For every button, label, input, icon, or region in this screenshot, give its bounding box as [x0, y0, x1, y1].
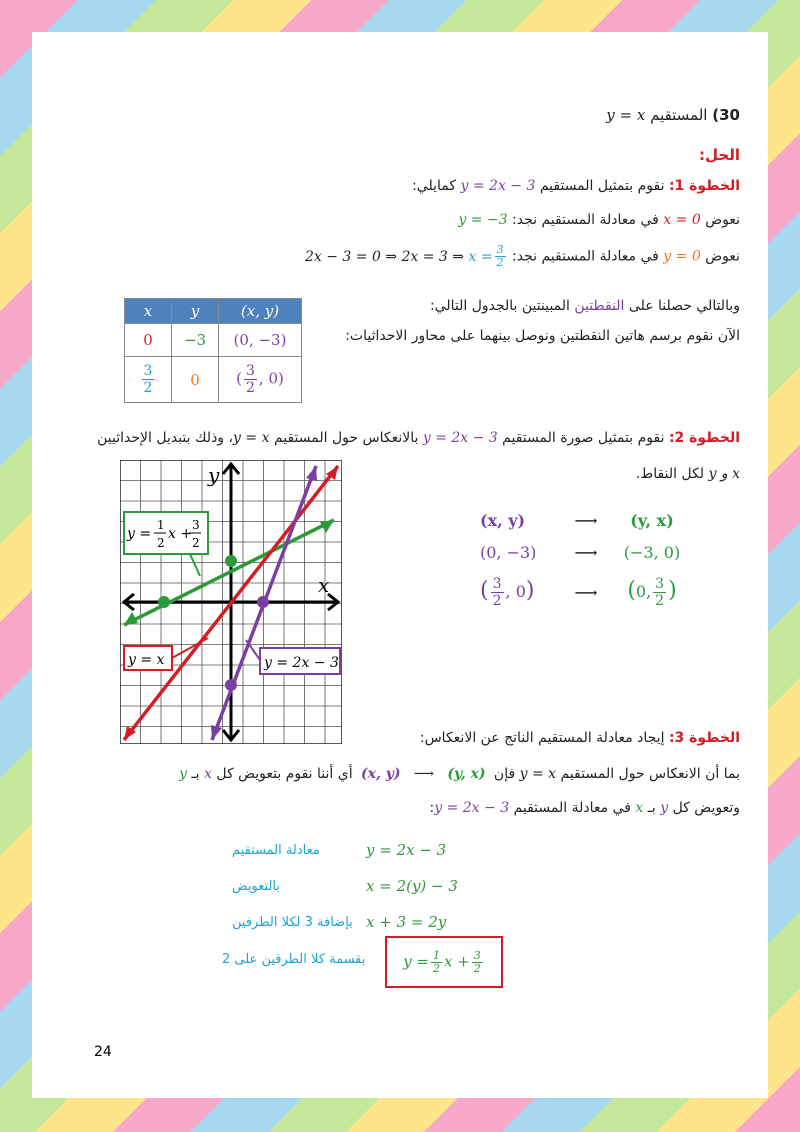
s3-l1-c: أي أننا نقوم بتعويض كل	[216, 766, 353, 782]
step1-text: نقوم بتمثيل المستقيم	[539, 178, 665, 194]
paren-open: (	[236, 369, 242, 388]
step2-heading	[97, 430, 740, 446]
table-row	[125, 324, 302, 357]
cell: 0	[125, 324, 172, 357]
header-xy: (x, y)	[219, 299, 302, 324]
line-b-mid: في معادلة المستقيم نجد:	[512, 248, 659, 265]
frac-den: 2	[143, 380, 153, 396]
label-green-b: x +	[168, 526, 193, 542]
step1-heading	[412, 178, 740, 194]
point-purple-2	[225, 679, 237, 691]
s3-l2-b: بـ	[647, 800, 656, 816]
cell: (0, −3)	[219, 324, 302, 357]
header-x: x	[125, 299, 172, 324]
point-green-1	[158, 596, 170, 608]
points-word: النقطتين	[574, 298, 625, 314]
step3-line2	[430, 800, 741, 816]
s3-l1-d: بـ	[191, 766, 200, 782]
problem-text: المستقيم	[650, 106, 708, 124]
frac-num: 3	[192, 518, 200, 532]
map-to: (−3, 0)	[623, 542, 681, 562]
step3-label: الخطوة 3:	[668, 730, 740, 746]
label-purple	[246, 640, 340, 674]
points-post: المبينتين بالجدول التالي:	[429, 298, 570, 314]
frac-num: 3	[473, 948, 481, 962]
label-green	[124, 512, 208, 576]
map-row	[480, 568, 692, 616]
line-b-x: x =	[468, 248, 493, 265]
step2-mid: بالانعكاس حول المستقيم	[273, 430, 419, 446]
line-b-prefix: نعوض	[705, 248, 740, 265]
s3-l1-y: y	[179, 766, 188, 782]
reflection-graph	[120, 460, 342, 744]
final-note: بقسمة كلا الطرفين على 2	[222, 952, 366, 967]
step1-line-a	[458, 212, 740, 228]
s3-l2-y: y	[660, 800, 669, 816]
x-axis-label: x	[318, 573, 330, 597]
frac-num: 1	[157, 518, 165, 532]
frac-num: 3	[496, 243, 504, 256]
table-header-row	[125, 299, 302, 324]
s3-l2-c: في معادلة المستقيم	[513, 800, 631, 816]
s3-l1-eq: y = x	[519, 766, 557, 782]
map-to-head: 0,	[635, 581, 652, 601]
line-b-calc-text: 2x − 3 = 0 ⇒ 2x = 3 ⇒	[304, 248, 465, 265]
final-answer-box	[385, 936, 503, 988]
arrow-purple-top	[306, 466, 317, 481]
map-to: (y, x)	[630, 510, 674, 530]
map-arrow: ⟶	[574, 510, 598, 530]
problem-number: 30)	[712, 106, 740, 124]
points-table	[124, 298, 302, 403]
header-y: y	[172, 299, 219, 324]
s3-l1-x: x	[204, 766, 212, 782]
step2-line2-text: لكل النقاط.	[635, 466, 705, 482]
line-b-frac	[495, 244, 506, 269]
points-pre: وبالتالي حصلنا على	[628, 298, 740, 314]
final-frac-1	[431, 950, 442, 975]
derivation	[232, 832, 512, 940]
line-a-mid: في معادلة المستقيم نجد:	[512, 212, 659, 228]
s3-l1-xy: (x, y)	[361, 766, 401, 782]
map-arrow: ⟶	[574, 582, 598, 602]
arrow-purple-bottom	[211, 725, 222, 740]
table-row	[125, 357, 302, 403]
solution-label: الحل:	[699, 146, 740, 164]
line-b-sub: y = 0	[663, 248, 701, 265]
page	[32, 32, 768, 1098]
frac-num: 3	[655, 575, 665, 592]
mapping	[480, 504, 692, 616]
step3-heading	[420, 730, 740, 746]
frac-num: 3	[492, 575, 502, 592]
map-frac	[653, 576, 666, 609]
step2-text: نقوم بتمثيل صورة المستقيم	[502, 430, 665, 446]
frac-den: 2	[192, 536, 200, 550]
final-frac-2	[472, 950, 483, 975]
frac-num: 3	[246, 363, 255, 379]
frac-den: 2	[246, 380, 255, 396]
paren-close: , 0)	[258, 369, 284, 388]
derivation-row	[232, 904, 512, 940]
step2-equation: y = 2x − 3	[422, 430, 498, 446]
step1-tail: كمايلي:	[412, 178, 457, 194]
label-purple-text: y = 2x − 3	[264, 655, 339, 671]
frac-den: 2	[157, 536, 165, 550]
s3-l2-eq: y = 2x − 3	[434, 800, 510, 816]
cell-frac	[142, 363, 155, 396]
y-axis-label: y	[208, 463, 220, 487]
point-purple-1	[257, 596, 269, 608]
frac-num: 1	[433, 948, 440, 962]
cell	[125, 357, 172, 403]
derivation-row	[232, 832, 512, 868]
row-eq: x + 3 = 2y	[366, 913, 447, 931]
map-from-tail: , 0	[505, 581, 526, 601]
frac-den: 2	[496, 256, 504, 269]
row-note: بإضافة 3 لكلا الطرفين	[232, 914, 353, 930]
map-row	[480, 504, 692, 536]
s3-l2-x: x	[635, 800, 644, 816]
s3-l1-b: فإن	[493, 766, 516, 782]
line-b-calc	[304, 243, 508, 269]
line-a-sub: x = 0	[663, 212, 701, 228]
map-from: ( $\frac{3}{2}$ , 0)	[480, 575, 535, 609]
map-row	[480, 536, 692, 568]
cell	[219, 357, 302, 403]
label-red-text: y = x	[128, 652, 165, 668]
s3-l1-a: بما أن الانعكاس حول المستقيم	[560, 766, 740, 782]
final-b: x +	[444, 952, 470, 970]
final-a: y =	[403, 952, 429, 970]
step1-line-b	[305, 244, 740, 269]
frac-den: 2	[492, 592, 502, 609]
map-from: (x, y)	[480, 510, 526, 530]
problem-equation: y = x	[606, 106, 646, 124]
step2-line2	[636, 466, 740, 482]
row-note: معادلة المستقيم	[232, 842, 320, 858]
map-arrow: ⟶	[574, 542, 598, 562]
line-a-result: y = −3	[458, 212, 508, 228]
s3-l1-map	[361, 766, 485, 782]
points-table-wrap	[124, 298, 302, 403]
s3-l1-arrow: ⟶	[413, 766, 434, 782]
step3-text: إيجاد معادلة المستقيم الناتج عن الانعكاس:	[419, 730, 665, 746]
row-note: بالتعويض	[232, 878, 280, 894]
row-eq: y = 2x − 3	[366, 841, 447, 859]
label-green-a: y =	[127, 526, 152, 542]
frac-den: 2	[655, 592, 665, 609]
plot-line: الآن نقوم برسم هاتين النقطتين ونوصل بينهما على محاور الاحداثيات:	[345, 328, 740, 344]
page-number: 24	[94, 1044, 112, 1060]
step3-line1	[179, 766, 740, 782]
s3-l2-a: وتعويض كل	[672, 800, 740, 816]
derivation-row	[232, 868, 512, 904]
s3-l2-colon: :	[429, 800, 435, 816]
line-a-prefix: نعوض	[705, 212, 740, 228]
step2-axis-eq: y = x	[233, 430, 270, 446]
cell: 0	[172, 357, 219, 403]
frac-num: 3	[143, 363, 153, 379]
points-line	[430, 298, 740, 314]
point-green-2	[225, 555, 237, 567]
map-frac	[491, 576, 504, 609]
step2-tail: ، وذلك بتبديل الإحداثيين	[97, 430, 234, 446]
map-from: (0, −3)	[480, 542, 537, 562]
row-eq: x = 2(y) − 3	[366, 877, 458, 895]
step1-equation: y = 2x − 3	[460, 178, 536, 194]
frac-den: 2	[433, 961, 440, 975]
step1-label: الخطوة 1:	[668, 178, 740, 194]
step2-xy: x و y	[708, 466, 740, 482]
problem-header	[606, 106, 740, 124]
frac-den: 2	[473, 961, 481, 975]
map-to: (0, $\frac{3}{2}$ )	[627, 575, 677, 609]
cell: −3	[172, 324, 219, 357]
cell-frac	[244, 363, 257, 396]
final-answer	[403, 950, 485, 975]
step2-label: الخطوة 2:	[668, 430, 740, 446]
s3-l1-yx: (y, x)	[447, 766, 486, 782]
